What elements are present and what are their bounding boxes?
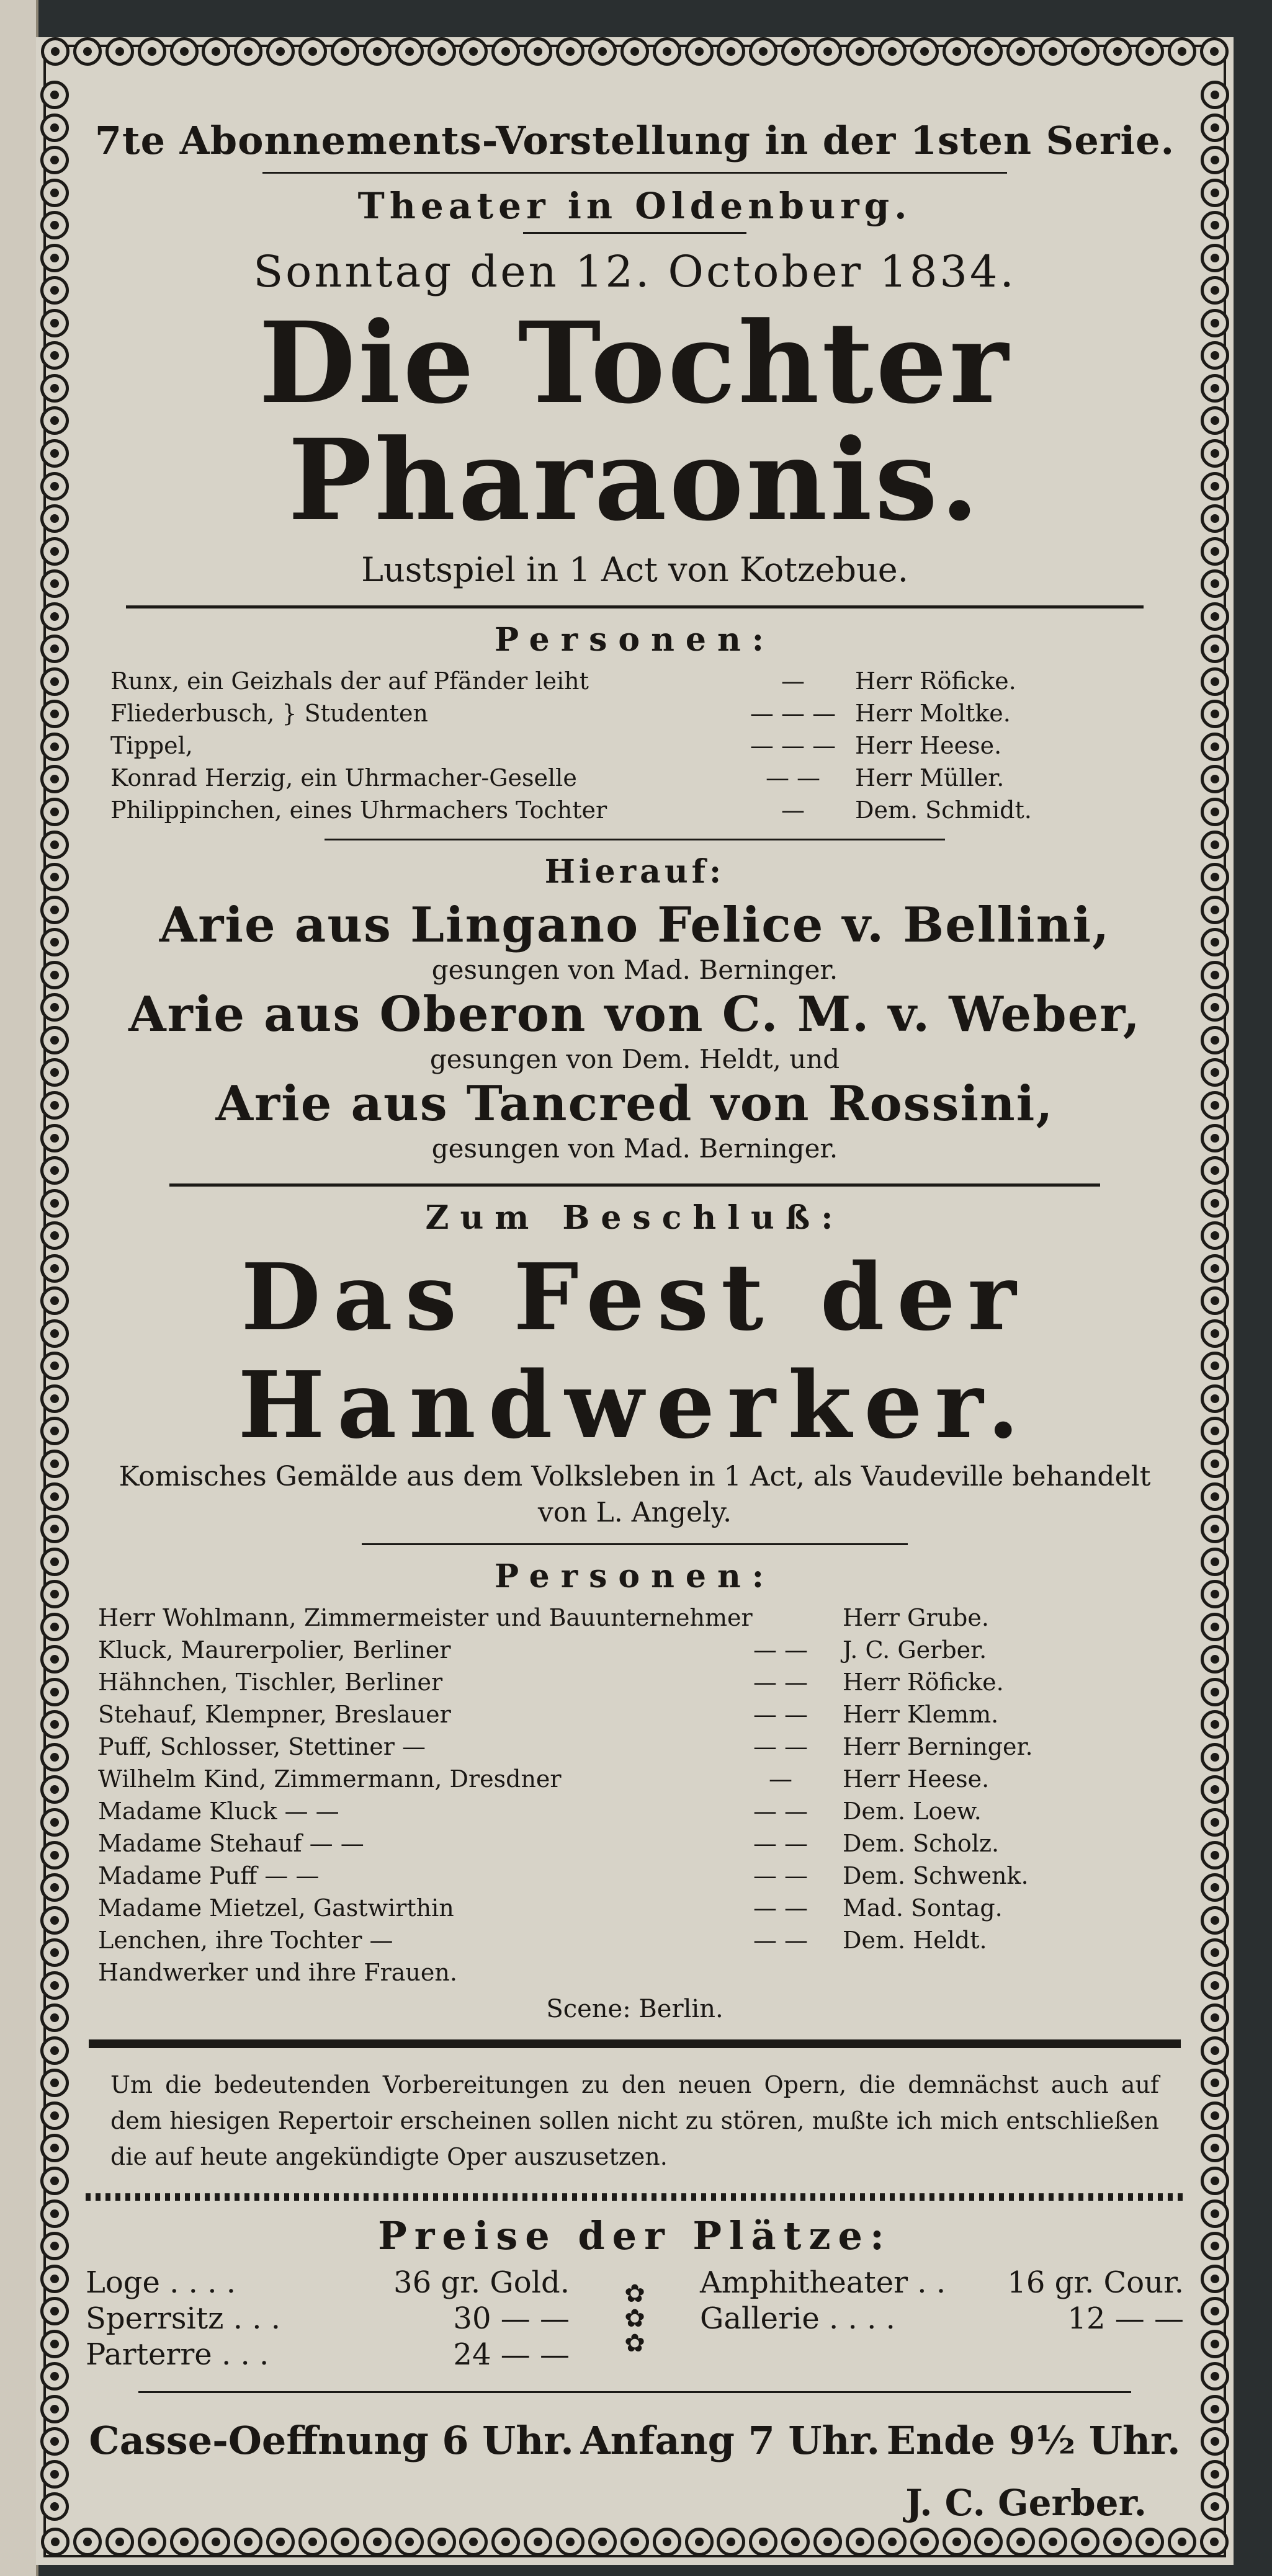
rosette-ornament-icon [1201, 2069, 1229, 2097]
performance-date: Sonntag den 12. October 1834. [253, 246, 1016, 297]
divider [86, 2193, 1184, 2201]
rosette-ornament-icon [556, 2528, 584, 2556]
cast-row: Stehauf, Klempner, Breslauer — — Herr Klemm. [98, 1701, 999, 1728]
rosette-ornament-icon [878, 2528, 907, 2556]
rosette-ornament-icon [1135, 2528, 1164, 2556]
rosette-ornament-icon [40, 1286, 69, 1315]
rosette-ornament-icon [331, 37, 359, 66]
aria-title: Arie aus Lingano Felice v. Bellini, [159, 897, 1111, 953]
rosette-ornament-icon [1201, 537, 1229, 566]
rosette-ornament-icon [40, 244, 69, 272]
play2-author: von L. Angely. [537, 1497, 732, 1528]
rosette-ornament-icon [1201, 928, 1229, 956]
rosette-ornament-icon [1201, 1710, 1229, 1739]
rosette-ornament-icon [40, 276, 69, 305]
rosette-ornament-icon [40, 1417, 69, 1445]
rosette-ornament-icon [1201, 211, 1229, 239]
rosette-ornament-icon [73, 2528, 102, 2556]
rosette-ornament-icon [1168, 37, 1196, 66]
rosette-ornament-icon [40, 1319, 69, 1348]
rosette-ornament-icon [105, 37, 134, 66]
rosette-ornament-icon [1201, 1971, 1229, 2000]
rosette-ornament-icon [943, 2528, 971, 2556]
beschluss-heading: Zum Beschluß: [425, 1199, 844, 1237]
price-row: Loge . . . . 36 gr. Gold. [86, 2265, 570, 2300]
rosette-ornament-icon [40, 2199, 69, 2228]
cast-row: Runx, ein Geizhals der auf Pfänder leiht — Herr Röficke. [110, 667, 1016, 695]
cast-row: Madame Mietzel, Gastwirthin — — Mad. Sontag. [98, 1894, 1003, 1922]
rosette-ornament-icon [1201, 1189, 1229, 1218]
rosette-ornament-icon [202, 37, 230, 66]
rosette-ornament-icon [1201, 798, 1229, 826]
divider [362, 1543, 908, 1545]
cast-row: Herr Wohlmann, Zimmermeister und Bauunternehmer Herr Grube. [98, 1604, 989, 1631]
rosette-ornament-icon [363, 2528, 392, 2556]
rosette-ornament-icon [1201, 1482, 1229, 1511]
rosette-ornament-icon [40, 1678, 69, 1706]
rosette-ornament-icon [40, 504, 69, 533]
cast-row: Kluck, Maurerpolier, Berliner — — J. C. Gerber. [98, 1636, 987, 1664]
rosette-ornament-icon [170, 2528, 199, 2556]
rosette-ornament-icon [1201, 114, 1229, 142]
rosette-ornament-icon [749, 2528, 777, 2556]
rosette-ornament-icon [1201, 276, 1229, 305]
rosette-ornament-icon [588, 2528, 617, 2556]
rosette-ornament-icon [40, 635, 69, 663]
rosette-ornament-icon [1201, 1319, 1229, 1348]
abonnement-line: 7te Abonnements-Vorstellung in der 1sten Serie. [94, 118, 1175, 163]
rosette-ornament-icon [1201, 896, 1229, 924]
end-time: Ende 9½ Uhr. [886, 2418, 1181, 2463]
rosette-ornament-icon [524, 37, 552, 66]
scene-location: Scene: Berlin. [546, 1995, 723, 2023]
playbill-content [86, 93, 1184, 2524]
rosette-ornament-icon [1201, 406, 1229, 435]
rosette-ornament-icon [266, 37, 295, 66]
rosette-ornament-icon [910, 37, 939, 66]
rosette-ornament-icon [910, 2528, 939, 2556]
rosette-ornament-icon [40, 798, 69, 826]
rosette-ornament-icon [1201, 700, 1229, 728]
rosette-ornament-icon [491, 2528, 520, 2556]
rosette-ornament-icon [40, 896, 69, 924]
rosette-ornament-icon [1201, 1515, 1229, 1543]
rosette-ornament-icon [1006, 2528, 1035, 2556]
rosette-ornament-icon [1201, 1873, 1229, 1902]
rosette-ornament-icon [73, 37, 102, 66]
rosette-ornament-icon [974, 2528, 1003, 2556]
rosette-ornament-icon [428, 2528, 456, 2556]
rosette-ornament-icon [40, 2395, 69, 2423]
rosette-ornament-icon [40, 928, 69, 956]
rosette-ornament-icon [1201, 439, 1229, 468]
cast-row: Puff, Schlosser, Stettiner — — — Herr Berninger. [98, 1733, 1033, 1760]
rosette-ornament-icon [1201, 2101, 1229, 2130]
rosette-ornament-icon [40, 1710, 69, 1739]
cast-row: Madame Stehauf — — — — Dem. Scholz. [98, 1830, 1000, 1857]
rosette-ornament-icon [1201, 2297, 1229, 2325]
rosette-ornament-icon [363, 37, 392, 66]
rosette-ornament-icon [1201, 2362, 1229, 2391]
rosette-ornament-icon [40, 2297, 69, 2325]
rosette-ornament-icon [1006, 37, 1035, 66]
rosette-ornament-icon [943, 37, 971, 66]
rosette-ornament-icon [40, 2134, 69, 2162]
rosette-ornament-icon [878, 37, 907, 66]
play1-subtitle: Lustspiel in 1 Act von Kotzebue. [361, 550, 908, 589]
rosette-ornament-icon [40, 1124, 69, 1152]
price-row: Parterre . . . 24 — — [86, 2337, 570, 2372]
rosette-ornament-icon [40, 961, 69, 989]
hierauf-heading: Hierauf: [544, 853, 725, 891]
rosette-ornament-icon [1201, 1254, 1229, 1283]
rosette-ornament-icon [1201, 2492, 1229, 2521]
rosette-ornament-icon [588, 37, 617, 66]
price-column-left [86, 2265, 570, 2373]
rosette-ornament-icon [1168, 2528, 1196, 2556]
rosette-ornament-icon [1201, 1775, 1229, 1804]
rosette-ornament-icon [105, 2528, 134, 2556]
rosette-ornament-icon [40, 2003, 69, 2032]
rosette-ornament-icon [1201, 667, 1229, 696]
rosette-ornament-icon [1201, 569, 1229, 598]
rosette-ornament-icon [491, 37, 520, 66]
rosette-ornament-icon [1201, 374, 1229, 403]
price-row: Amphitheater . . 16 gr. Cour. [700, 2265, 1184, 2300]
rosette-ornament-icon [202, 2528, 230, 2556]
rosette-ornament-icon [40, 2167, 69, 2195]
rosette-ornament-icon [428, 37, 456, 66]
cast-row: Handwerker und ihre Frauen. [98, 1959, 457, 1986]
rosette-ornament-icon [40, 1058, 69, 1087]
rosette-ornament-icon [781, 37, 810, 66]
rosette-ornament-icon [1200, 37, 1229, 66]
rosette-ornament-icon [298, 37, 327, 66]
rosette-ornament-icon [1201, 831, 1229, 859]
rosette-ornament-icon [620, 2528, 649, 2556]
rosette-ornament-icon [1201, 2330, 1229, 2358]
rosette-ornament-icon [1201, 179, 1229, 207]
rosette-ornament-icon [1201, 961, 1229, 989]
rosette-ornament-icon [813, 2528, 842, 2556]
rosette-ornament-icon [1201, 1808, 1229, 1837]
rosette-ornament-icon [1201, 1156, 1229, 1185]
rosette-ornament-icon [1201, 1124, 1229, 1152]
rosette-ornament-icon [40, 1352, 69, 1380]
rosette-ornament-icon [1201, 2199, 1229, 2228]
rosette-ornament-icon [40, 667, 69, 696]
rosette-ornament-icon [40, 1091, 69, 1120]
rosette-ornament-icon [40, 374, 69, 403]
rosette-ornament-icon [40, 2101, 69, 2130]
cast-row: Fliederbusch, } Studenten — — — Herr Moltke. [110, 700, 1011, 727]
rosette-ornament-icon [1201, 341, 1229, 370]
notice-text: Um die bedeutenden Vorbereitungen zu den neuen Opern, die demnächst auch auf dem hiesigen Repertoir erscheinen sollen nicht zu stören, mußte ich mich entschließen die auf heute angekündigte Oper auszusetzen. [110, 2071, 1159, 2170]
rosette-ornament-icon [40, 1450, 69, 1478]
rosette-ornament-icon [138, 2528, 166, 2556]
rosette-ornament-icon [1201, 1058, 1229, 1087]
divider [138, 2391, 1131, 2393]
rosette-ornament-icon [1201, 2427, 1229, 2456]
rosette-ornament-icon [40, 1482, 69, 1511]
rosette-ornament-icon [1201, 1645, 1229, 1674]
adjacent-page-strip [0, 0, 38, 2576]
rosette-ornament-icon [1201, 1352, 1229, 1380]
play2-personen-heading: Personen: [494, 1558, 776, 1595]
rosette-ornament-icon [40, 439, 69, 468]
rosette-ornament-icon [40, 1026, 69, 1054]
rosette-ornament-icon [1201, 81, 1229, 109]
aria-title: Arie aus Tancred von Rossini, [215, 1076, 1054, 1132]
rosette-ornament-icon [40, 765, 69, 793]
rosette-ornament-icon [234, 2528, 262, 2556]
flower-ornament: ✿ ✿ ✿ [624, 2280, 645, 2358]
rosette-ornament-icon [40, 602, 69, 631]
divider [169, 1183, 1100, 1187]
rosette-ornament-icon [40, 2265, 69, 2293]
rosette-ornament-icon [1201, 244, 1229, 272]
cast-row: Konrad Herzig, ein Uhrmacher-Geselle — — Herr Müller. [110, 764, 1005, 791]
rosette-ornament-icon [1201, 1221, 1229, 1250]
rosette-ornament-icon [40, 81, 69, 109]
rosette-ornament-icon [1201, 1384, 1229, 1413]
rosette-ornament-icon [1201, 602, 1229, 631]
rosette-ornament-icon [1201, 2395, 1229, 2423]
rosette-ornament-icon [40, 2330, 69, 2358]
rosette-ornament-icon [846, 37, 874, 66]
border-ornament-bottom [36, 2528, 1234, 2565]
rosette-ornament-icon [1201, 1841, 1229, 1870]
cast-row: Philippinchen, eines Uhrmachers Tochter — Dem. Schmidt. [110, 796, 1032, 824]
rosette-ornament-icon [1201, 1678, 1229, 1706]
rosette-ornament-icon [40, 993, 69, 1022]
rosette-ornament-icon [40, 1384, 69, 1413]
rosette-ornament-icon [653, 2528, 681, 2556]
rosette-ornament-icon [40, 2362, 69, 2391]
rosette-ornament-icon [1201, 1026, 1229, 1054]
rosette-ornament-icon [685, 37, 714, 66]
cast-row: Wilhelm Kind, Zimmermann, Dresdner — Herr Heese. [98, 1765, 990, 1793]
price-row: Sperrsitz . . . 30 — — [86, 2301, 570, 2336]
play2-title: Das Fest der Handwerker. [238, 1243, 1032, 1459]
border-ornament-right [1196, 81, 1234, 2521]
opening-time: Casse-Oeffnung 6 Uhr. [89, 2418, 574, 2463]
rosette-ornament-icon [40, 2460, 69, 2489]
rosette-ornament-icon [556, 37, 584, 66]
rosette-ornament-icon [620, 37, 649, 66]
rosette-ornament-icon [40, 1548, 69, 1576]
start-time: Anfang 7 Uhr. [580, 2418, 880, 2463]
price-row: Gallerie . . . . 12 — — [700, 2301, 1184, 2336]
rosette-ornament-icon [1201, 765, 1229, 793]
rosette-ornament-icon [1200, 2528, 1229, 2556]
play1-cast-list [86, 665, 1184, 826]
rosette-ornament-icon [138, 37, 166, 66]
times-row [86, 2418, 1184, 2463]
aria-title: Arie aus Oberon von C. M. v. Weber, [128, 986, 1141, 1043]
rosette-ornament-icon [40, 406, 69, 435]
divider [262, 172, 1007, 174]
aria-performer: gesungen von Mad. Berninger. [431, 955, 838, 985]
rosette-ornament-icon [40, 1254, 69, 1283]
rosette-ornament-icon [653, 37, 681, 66]
rosette-ornament-icon [40, 2492, 69, 2521]
cast-row: Lenchen, ihre Tochter — — — Dem. Heldt. [98, 1927, 987, 1954]
rosette-ornament-icon [331, 2528, 359, 2556]
rosette-ornament-icon [41, 37, 69, 66]
rosette-ornament-icon [1201, 1743, 1229, 1772]
rosette-ornament-icon [1201, 1906, 1229, 1935]
rosette-ornament-icon [1201, 1091, 1229, 1120]
rosette-ornament-icon [1201, 1286, 1229, 1315]
cast-row: Hähnchen, Tischler, Berliner — — Herr Röficke. [98, 1669, 1004, 1696]
rosette-ornament-icon [846, 2528, 874, 2556]
rosette-ornament-icon [1201, 2460, 1229, 2489]
border-ornament-left [36, 81, 73, 2521]
rosette-ornament-icon [395, 2528, 424, 2556]
rosette-ornament-icon [40, 1515, 69, 1543]
border-ornament-top [36, 37, 1234, 74]
rosette-ornament-icon [781, 2528, 810, 2556]
rosette-ornament-icon [1201, 993, 1229, 1022]
playbill-sheet [36, 37, 1234, 2565]
rosette-ornament-icon [40, 1580, 69, 1608]
rosette-ornament-icon [170, 37, 199, 66]
divider [126, 605, 1144, 608]
rosette-ornament-icon [40, 1613, 69, 1641]
rosette-ornament-icon [1201, 2167, 1229, 2195]
rosette-ornament-icon [40, 472, 69, 501]
signature: J. C. Gerber. [905, 2482, 1147, 2524]
rosette-ornament-icon [1135, 37, 1164, 66]
rosette-ornament-icon [40, 2036, 69, 2065]
rosette-ornament-icon [40, 1873, 69, 1902]
rosette-ornament-icon [1103, 2528, 1132, 2556]
rosette-ornament-icon [1201, 1548, 1229, 1576]
rosette-ornament-icon [1201, 2036, 1229, 2065]
rosette-ornament-icon [1201, 2003, 1229, 2032]
cast-row: Madame Kluck — — — — Dem. Loew. [98, 1798, 982, 1825]
rosette-ornament-icon [459, 2528, 488, 2556]
rosette-ornament-icon [1201, 863, 1229, 891]
rosette-ornament-icon [40, 1189, 69, 1218]
theater-name: Theater in Oldenburg. [357, 185, 912, 227]
cast-row: Tippel, — — — Herr Heese. [110, 732, 1002, 759]
rosette-ornament-icon [40, 1645, 69, 1674]
rosette-ornament-icon [266, 2528, 295, 2556]
rosette-ornament-icon [40, 2232, 69, 2260]
rosette-ornament-icon [40, 341, 69, 370]
divider [523, 232, 746, 234]
rosette-ornament-icon [1201, 1938, 1229, 1967]
rosette-ornament-icon [40, 211, 69, 239]
rosette-ornament-icon [974, 37, 1003, 66]
price-column-right [700, 2265, 1184, 2373]
rosette-ornament-icon [40, 2069, 69, 2097]
rosette-ornament-icon [40, 700, 69, 728]
rosette-ornament-icon [459, 37, 488, 66]
rosette-ornament-icon [40, 863, 69, 891]
rosette-ornament-icon [40, 1775, 69, 1804]
rosette-ornament-icon [1201, 1450, 1229, 1478]
rosette-ornament-icon [1039, 37, 1067, 66]
rosette-ornament-icon [1201, 504, 1229, 533]
rosette-ornament-icon [717, 2528, 745, 2556]
rosette-ornament-icon [1201, 146, 1229, 174]
rosette-ornament-icon [40, 1808, 69, 1837]
price-table [86, 2265, 1184, 2373]
rosette-ornament-icon [685, 2528, 714, 2556]
rosette-ornament-icon [1201, 472, 1229, 501]
rosette-ornament-icon [40, 1743, 69, 1772]
rosette-ornament-icon [524, 2528, 552, 2556]
rosette-ornament-icon [40, 309, 69, 337]
rosette-ornament-icon [298, 2528, 327, 2556]
rosette-ornament-icon [1201, 1613, 1229, 1641]
rosette-ornament-icon [41, 2528, 69, 2556]
rosette-ornament-icon [40, 1841, 69, 1870]
play1-personen-heading: Personen: [494, 621, 776, 659]
rosette-ornament-icon [234, 37, 262, 66]
rosette-ornament-icon [1201, 733, 1229, 761]
rosette-ornament-icon [40, 1221, 69, 1250]
rosette-ornament-icon [1071, 37, 1100, 66]
prices-heading: Preise der Plätze: [378, 2213, 892, 2258]
aria-performer: gesungen von Mad. Berninger. [431, 1133, 838, 1164]
aria-performer: gesungen von Dem. Heldt, und [429, 1044, 840, 1074]
rosette-ornament-icon [395, 37, 424, 66]
rosette-ornament-icon [1201, 1580, 1229, 1608]
rosette-ornament-icon [40, 831, 69, 859]
rosette-ornament-icon [1103, 37, 1132, 66]
rosette-ornament-icon [1201, 635, 1229, 663]
rosette-ornament-icon [1201, 2265, 1229, 2293]
rosette-ornament-icon [40, 537, 69, 566]
divider [89, 2039, 1181, 2048]
rosette-ornament-icon [1201, 309, 1229, 337]
rosette-ornament-icon [40, 1156, 69, 1185]
rosette-ornament-icon [40, 114, 69, 142]
rosette-ornament-icon [749, 37, 777, 66]
rosette-ornament-icon [40, 2427, 69, 2456]
rosette-ornament-icon [40, 1938, 69, 1967]
rosette-ornament-icon [40, 1971, 69, 2000]
rosette-ornament-icon [813, 37, 842, 66]
rosette-ornament-icon [1071, 2528, 1100, 2556]
rosette-ornament-icon [1039, 2528, 1067, 2556]
play1-title: Die Tochter Pharaonis. [259, 298, 1011, 546]
rosette-ornament-icon [1201, 1417, 1229, 1445]
rosette-ornament-icon [1201, 2232, 1229, 2260]
play2-subtitle: Komisches Gemälde aus dem Volksleben in 1 Act, als Vaudeville behandelt [119, 1461, 1151, 1492]
play2-cast-list [86, 1602, 1184, 1989]
rosette-ornament-icon [40, 146, 69, 174]
cast-row: Madame Puff — — — — Dem. Schwenk. [98, 1862, 1029, 1889]
rosette-ornament-icon [40, 569, 69, 598]
rosette-ornament-icon [40, 733, 69, 761]
rosette-ornament-icon [40, 179, 69, 207]
rosette-ornament-icon [717, 37, 745, 66]
divider [325, 839, 945, 840]
rosette-ornament-icon [1201, 2134, 1229, 2162]
rosette-ornament-icon [40, 1906, 69, 1935]
